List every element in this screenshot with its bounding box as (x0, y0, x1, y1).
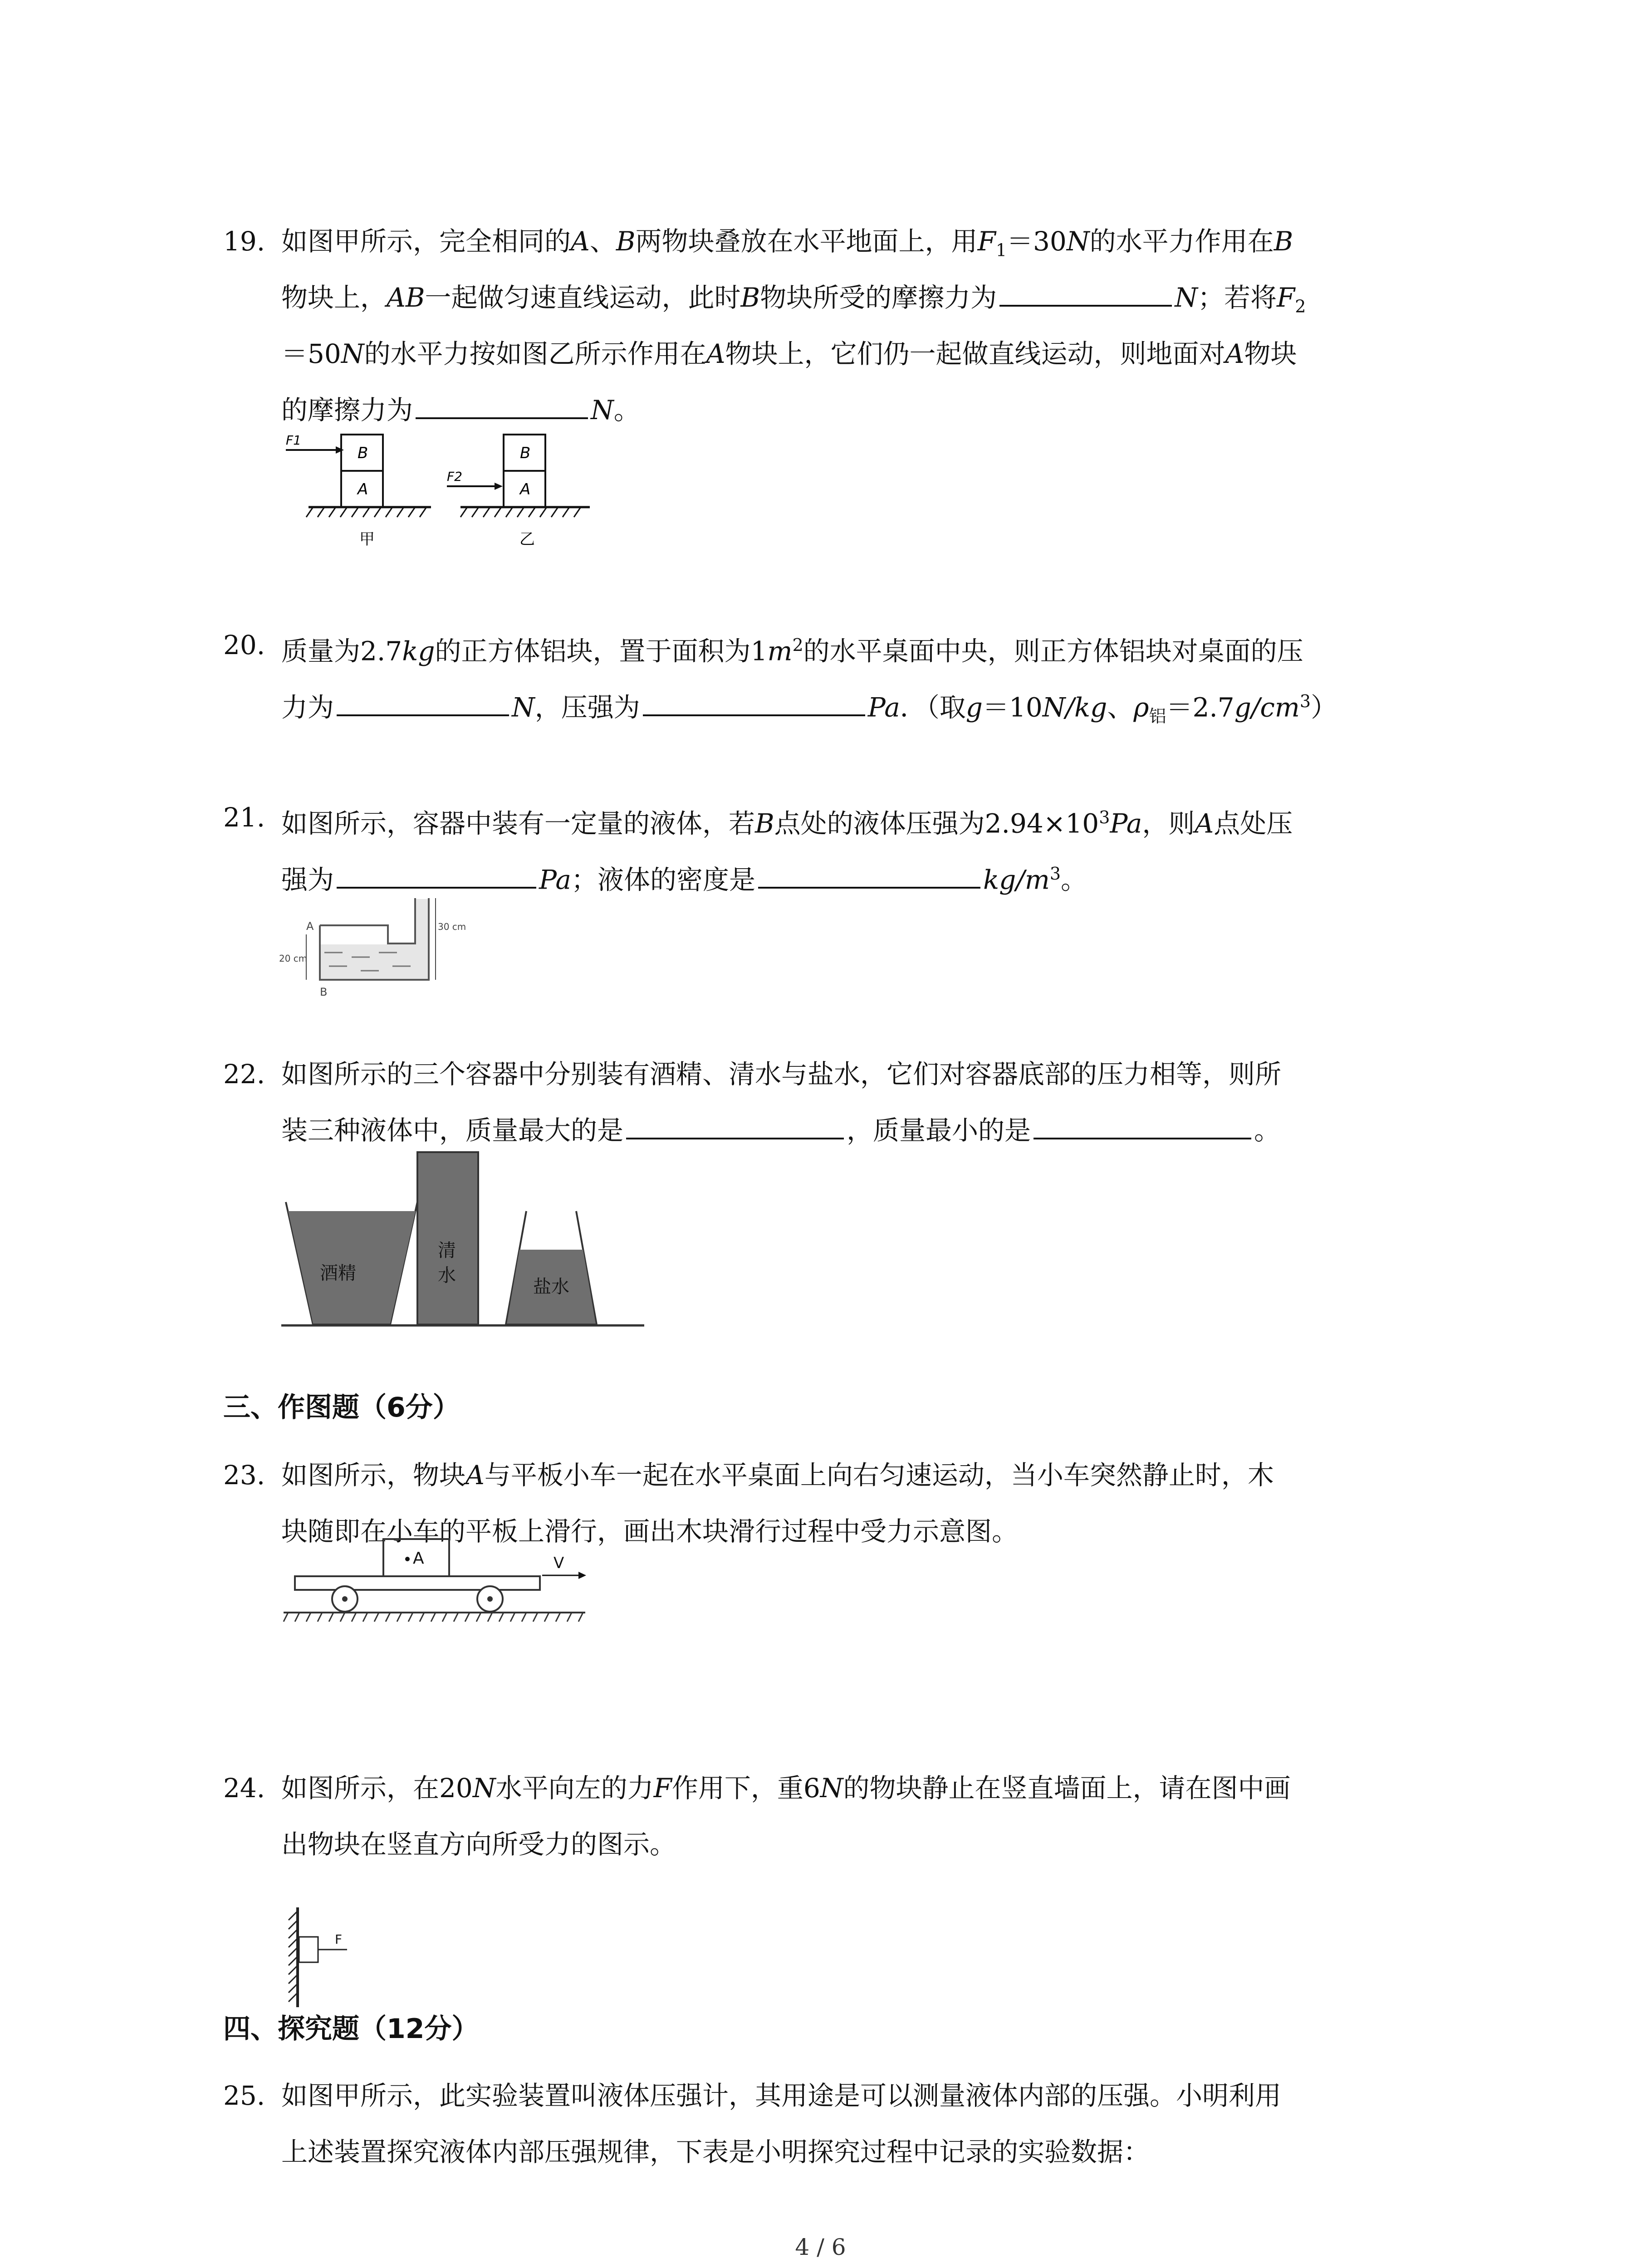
question-text-line: 强为 Pa；液体的密度是 $kg/m^3$。 (281, 846, 1087, 908)
block-a-label: A (358, 480, 368, 499)
figure-19-blocks (281, 426, 599, 564)
point-b-label: B (320, 986, 328, 998)
question-text-line: 如图所示，在20N水平向左的力F作用下，重6N的物块静止在竖直墙面上，请在图中画 (281, 1773, 1291, 1804)
section-heading: 三、作图题（6分） (223, 1392, 460, 1423)
figure-21-container (279, 889, 470, 1000)
block (299, 1937, 318, 1962)
page-number: 4 / 6 (795, 2234, 846, 2260)
question-number: 25. (223, 2080, 265, 2111)
answer-blank[interactable] (643, 685, 865, 716)
container-water (417, 1152, 478, 1325)
question-text-line: 如图所示的三个容器中分别装有酒精、清水与盐水，它们对容器底部的压力相等，则所 (281, 1059, 1282, 1090)
question-text-line: 块随即在小车的平板上滑行，画出木块滑行过程中受力示意图。 (281, 1516, 1019, 1547)
figure-label-yi: 乙 (519, 530, 535, 548)
container-label-water-1: 清 (438, 1240, 456, 1261)
question-text-line: 出物块在竖直方向所受力的图示。 (281, 1829, 676, 1860)
answer-blank[interactable] (337, 858, 536, 889)
point-a-label: A (306, 920, 314, 933)
question-text-line: 上述装置探究液体内部压强规律，下表是小明探究过程中记录的实验数据： (281, 2136, 1150, 2167)
question-text-line: 如图甲所示，完全相同的A、B两物块叠放在水平地面上，用$F_1=30N$的水平力作用在B (281, 226, 1293, 260)
question-text-line: 如图所示，物块A与平板小车一起在水平桌面上向右匀速运动，当小车突然静止时，木 (281, 1460, 1274, 1491)
block-b-label: B (358, 444, 368, 462)
question-text-line: 如图所示，容器中装有一定量的液体，若B点处的液体压强为$2.94\times 10^3Pa$，则A点处压 (281, 807, 1293, 839)
question-text-line: 质量为2.7kg的正方体铝块，置于面积为$1m^2$的水平桌面中央，则正方体铝块对桌面的压 (281, 635, 1303, 667)
question-number: 22. (223, 1059, 265, 1090)
block-a-label: A (520, 480, 531, 499)
question-text-line: 物块上，AB一起做匀速直线运动，此时B物块所受的摩擦力为 N；若将$F_2$ (281, 269, 1306, 335)
answer-blank[interactable] (758, 858, 980, 889)
answer-blank[interactable] (1034, 1109, 1251, 1139)
velocity-label: V (554, 1554, 564, 1572)
answer-blank[interactable] (337, 685, 509, 716)
question-text-line: ＝50N的水平力按如图乙所示作用在A物块上，它们仍一起做直线运动，则地面对A物块 (281, 338, 1297, 369)
figure-label-jia: 甲 (359, 530, 375, 548)
force-label-f: F (335, 1932, 343, 1947)
force-label-f2: F2 (447, 469, 462, 484)
question-number: 20. (223, 630, 265, 660)
question-text-line: 装三种液体中，质量最大的是 ，质量最小的是 。 (281, 1102, 1280, 1158)
question-number: 19. (223, 226, 265, 257)
container-label-water-2: 水 (438, 1265, 456, 1286)
question-number: 24. (223, 1773, 265, 1804)
question-number: 21. (223, 802, 265, 833)
container-label-alcohol: 酒精 (320, 1263, 356, 1284)
height-label-30cm: 30 cm (438, 921, 466, 932)
question-text-line: 力为 N，压强为 Pa．（取g＝10N/kg、$\rho_铝=2.7g/cm^3$） (281, 673, 1337, 744)
section-heading: 四、探究题（12分） (223, 2013, 479, 2045)
question-text-line: 的摩擦力为 N。 (281, 382, 640, 438)
figure-23-cart (281, 1535, 590, 1637)
answer-blank[interactable] (416, 388, 588, 419)
block-b-label: B (520, 444, 531, 462)
answer-blank[interactable] (999, 276, 1172, 307)
answer-blank[interactable] (626, 1109, 844, 1139)
height-label-20cm: 20 cm (279, 953, 308, 964)
question-number: 23. (223, 1460, 265, 1491)
figure-22-containers (281, 1148, 653, 1340)
block-a-label: A (413, 1549, 424, 1568)
container-label-saltwater: 盐水 (533, 1276, 569, 1297)
question-text-line: 如图甲所示，此实验装置叫液体压强计，其用途是可以测量液体内部的压强。小明利用 (281, 2080, 1282, 2111)
cart-platform (295, 1576, 540, 1590)
force-label-f1: F1 (286, 433, 301, 448)
figure-24-wall-block (268, 1903, 367, 2014)
